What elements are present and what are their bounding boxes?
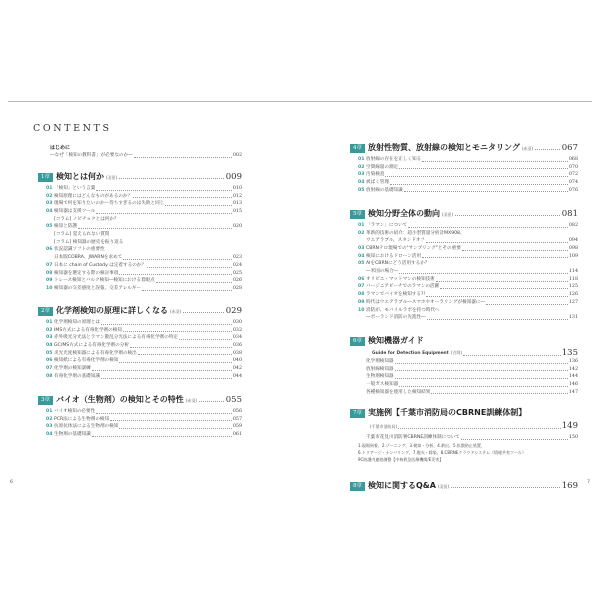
chapter-author: (赤羽) xyxy=(185,398,197,403)
chapter-badge: 5章 xyxy=(350,210,365,219)
dot-leader xyxy=(426,242,568,243)
item-title: トレース検知とバルク検知―検知における着眼点 xyxy=(54,278,155,284)
toc-item[interactable] xyxy=(350,389,578,397)
item-number: 04 xyxy=(46,343,53,349)
item-page: 026 xyxy=(232,278,242,284)
dot-leader xyxy=(399,168,568,169)
chapter-title: バイオ（生物剤）の検知とその特性 xyxy=(56,395,184,404)
item-title: 生物剤の基礎知識 xyxy=(54,432,91,438)
toc-item[interactable] xyxy=(38,270,242,278)
item-title: バイオ検知の必要性 xyxy=(54,408,96,414)
chapter-page: 067 xyxy=(561,143,578,153)
item-title: 検知器の交差感度と誤報、交差アレルギー xyxy=(54,285,141,291)
toc-item[interactable] xyxy=(350,179,578,187)
dot-leader xyxy=(119,178,224,179)
item-title: オリビエ・マットマンの検知技術 xyxy=(366,276,435,282)
item-title: 検知におけるドローン活用 xyxy=(366,253,422,259)
item-number: 04 xyxy=(358,180,365,186)
item-page: 038 xyxy=(232,350,242,356)
dot-leader xyxy=(165,205,232,206)
item-title: CBRNテロ現場での"サンプリング"とその重要 xyxy=(366,246,461,252)
contents-heading: CONTENTS xyxy=(33,123,112,134)
item-title: 放射線の基礎知識 xyxy=(366,187,403,193)
dot-leader xyxy=(96,190,231,191)
item-page: 040 xyxy=(232,358,242,364)
chapter-badge: 6章 xyxy=(350,337,365,346)
item-number: 05 xyxy=(358,187,365,193)
item-number: 01 xyxy=(46,185,53,191)
chapter-heading[interactable] xyxy=(350,142,578,153)
item-page: 059 xyxy=(232,424,242,430)
toc-item[interactable] xyxy=(350,291,578,299)
chapter-author: (羽田) xyxy=(437,484,450,489)
toc-item[interactable] xyxy=(38,208,242,216)
dot-leader xyxy=(463,355,561,356)
chapter-heading[interactable] xyxy=(38,171,242,182)
dot-leader xyxy=(119,428,232,429)
item-title: 化学剤の検知訓練 xyxy=(54,366,91,372)
toc-item[interactable] xyxy=(350,230,578,238)
item-number: 08 xyxy=(46,270,53,276)
item-page: 074 xyxy=(568,180,578,186)
item-title: 時代はウエアラブル―スマホやオーラリングが検知器に― xyxy=(366,299,486,305)
dot-leader xyxy=(461,439,568,440)
item-title: 日本版COBRA、JWARNを求めて xyxy=(54,255,123,261)
page-number-right: 7 xyxy=(587,480,590,485)
chapter-page: 009 xyxy=(225,172,242,182)
subtitle-page: 149 xyxy=(561,421,578,432)
toc-item[interactable] xyxy=(38,416,242,424)
dot-leader xyxy=(92,436,232,437)
item-title: 消防が、モバイルラボを持つ時代へ xyxy=(366,307,440,313)
dot-leader xyxy=(156,282,232,283)
chapter-title: 放射性物質、放射線の検知とモニタリング xyxy=(368,143,520,152)
item-page: 127 xyxy=(568,299,578,305)
dot-leader xyxy=(138,354,232,355)
item-page: 012 xyxy=(232,193,242,199)
item-number: 05 xyxy=(46,350,53,356)
toc-item[interactable] xyxy=(350,164,578,172)
item-page: 030 xyxy=(232,319,242,325)
toc-item[interactable] xyxy=(38,373,242,381)
chapter-author: (羽田) xyxy=(106,175,118,180)
chapter-badge: 4章 xyxy=(350,144,365,153)
item-title: 検知原理にはどんなものがあるのか？ xyxy=(54,193,133,199)
toc-item[interactable] xyxy=(350,373,578,381)
guide-page: 135 xyxy=(561,348,578,359)
item-page: 142 xyxy=(568,366,578,372)
chapter-section xyxy=(350,335,578,396)
toc-item[interactable] xyxy=(350,222,578,230)
dot-leader xyxy=(390,184,568,185)
chapter-heading[interactable] xyxy=(350,208,578,219)
item-page: 072 xyxy=(568,172,578,178)
chapter-heading[interactable] xyxy=(38,394,242,405)
chapter-section xyxy=(38,305,242,381)
dot-leader xyxy=(535,149,560,150)
toc-item[interactable] xyxy=(38,247,242,255)
item-page: 056 xyxy=(232,408,242,414)
item-title: 検知器は支援ツール xyxy=(54,209,96,215)
item-number: 01 xyxy=(46,319,53,325)
item-number: 05 xyxy=(358,261,365,267)
toc-item[interactable] xyxy=(38,200,242,208)
toc-item[interactable] xyxy=(350,171,578,179)
chapter-title: 化学剤検知の原理に詳しくなる xyxy=(56,306,168,315)
item-number: 06 xyxy=(46,358,53,364)
item-title: 放射線検知器 xyxy=(366,366,394,372)
item-title: 検知器を選定する際の検討事項 xyxy=(54,270,119,276)
chapter-heading[interactable] xyxy=(350,407,578,418)
item-number: 02 xyxy=(46,327,53,333)
item-number: 07 xyxy=(46,262,53,268)
item-page: 013 xyxy=(232,201,242,207)
toc-item[interactable] xyxy=(38,431,242,439)
chapter-section xyxy=(350,208,578,322)
toc-item[interactable] xyxy=(38,231,242,239)
toc-item[interactable] xyxy=(38,357,242,365)
top-rule xyxy=(8,101,592,102)
page-number-left: 6 xyxy=(10,480,13,485)
item-title: 各種検知器を使用した検知結果 xyxy=(366,389,431,395)
item-page: 068 xyxy=(568,156,578,162)
item-number: 02 xyxy=(46,416,53,422)
chapter-page: 055 xyxy=(225,395,242,405)
toc-item[interactable] xyxy=(38,277,242,285)
item-title: 生物剤検知器 xyxy=(366,374,394,380)
dot-leader xyxy=(134,157,232,158)
item-number: 01 xyxy=(358,156,365,162)
item-title: 千葉市花見川消防署CBRNE訓練体制について xyxy=(366,434,460,440)
item-number: 10 xyxy=(46,285,53,291)
chapter-title: 検知に関するQ&A xyxy=(368,481,436,490)
toc-item[interactable] xyxy=(350,307,578,315)
chapter-note: 9C防護内連絡調整【中核救急医療機関/E災害】 xyxy=(358,456,444,462)
item-title: 被ばく管理 xyxy=(366,180,389,186)
item-title: 「検知」という言葉 xyxy=(54,185,96,191)
item-page: 076 xyxy=(568,187,578,193)
item-page: 098 xyxy=(568,246,578,252)
item-number: 01 xyxy=(46,408,53,414)
toc-item[interactable] xyxy=(350,381,578,389)
dot-leader xyxy=(440,288,568,289)
item-title: 有毒化学剤の基礎知識 xyxy=(54,373,100,379)
item-page: 028 xyxy=(232,285,242,291)
dot-leader xyxy=(427,319,568,320)
item-title: 革新的技術の紹介：超小型質量分析計MX908、 xyxy=(366,230,465,236)
item-number: 06 xyxy=(46,247,53,253)
item-title: ―ポーランド消防の先進性― xyxy=(366,315,426,321)
item-page: 036 xyxy=(232,343,242,349)
dot-leader xyxy=(183,312,224,313)
dot-leader xyxy=(96,413,232,414)
toc-item[interactable] xyxy=(350,299,578,307)
item-title: 化学剤検知の原理とは xyxy=(54,319,100,325)
toc-item[interactable] xyxy=(38,423,242,431)
toc-item[interactable] xyxy=(38,262,242,270)
chapter-title: 実施例【千葉市消防局のCBRNE訓練体制】 xyxy=(368,408,527,417)
dot-leader xyxy=(431,393,568,394)
toc-item[interactable] xyxy=(38,365,242,373)
item-page: 024 xyxy=(232,262,242,268)
chapter-page: 029 xyxy=(225,306,242,316)
dot-leader xyxy=(101,324,232,325)
dot-leader xyxy=(123,259,232,260)
item-page: 032 xyxy=(232,327,242,333)
toc-item[interactable] xyxy=(350,260,578,268)
item-page: 070 xyxy=(568,164,578,170)
toc-item[interactable] xyxy=(38,350,242,358)
dot-leader xyxy=(179,339,232,340)
dot-leader xyxy=(486,304,568,305)
dot-leader xyxy=(96,213,232,214)
chapter-subtitle: (千葉市消防局) xyxy=(370,424,398,430)
item-title: 放射線の存在を正しく知る xyxy=(366,156,422,162)
chapter-page: 081 xyxy=(561,209,578,219)
dot-leader xyxy=(110,420,232,421)
item-number: 01 xyxy=(358,222,365,228)
item-number: 07 xyxy=(358,284,365,290)
chapter-section xyxy=(350,480,578,494)
toc-item[interactable] xyxy=(38,319,242,327)
chapter-section xyxy=(350,142,578,194)
item-title: 検知と防護 xyxy=(54,224,77,230)
item-page: 010 xyxy=(232,185,242,191)
item-title: ウエアラブル、スタンドオフ xyxy=(366,238,425,244)
item-title: AIをCBRNにどう活用するか？ xyxy=(366,261,430,267)
item-title: 状況認識ソフトの重要性 xyxy=(54,247,105,253)
item-title: 化学剤検知器 xyxy=(366,358,394,364)
item-number: 02 xyxy=(46,193,53,199)
dot-leader xyxy=(426,296,568,297)
chapter-heading[interactable] xyxy=(350,335,578,346)
item-page: 114 xyxy=(568,269,578,275)
item-title: IMS方式による有毒化学剤の検知 xyxy=(54,327,122,333)
dot-leader xyxy=(404,191,568,192)
dot-leader xyxy=(119,274,232,275)
item-page: 057 xyxy=(232,416,242,422)
item-title: ―米国の場合― xyxy=(366,269,399,275)
item-page: 150 xyxy=(568,434,578,440)
guide-author: (吉岡) xyxy=(450,350,462,356)
item-number: 09 xyxy=(358,299,365,305)
dot-leader xyxy=(142,290,232,291)
item-title: 一般ガス検知器 xyxy=(366,382,399,388)
item-number: 02 xyxy=(358,230,365,236)
item-title: PCR法による生物剤の検知 xyxy=(54,416,110,422)
toc-item[interactable] xyxy=(38,216,242,224)
item-page: 144 xyxy=(568,374,578,380)
toc-item[interactable] xyxy=(38,334,242,342)
item-title: 汚染検査 xyxy=(366,172,385,178)
dot-leader xyxy=(385,176,567,177)
toc-item[interactable] xyxy=(38,239,242,247)
toc-item[interactable] xyxy=(350,237,578,245)
chapter-badge: 2章 xyxy=(38,307,53,316)
dot-leader xyxy=(395,363,568,364)
item-title: 日本に chain of Custody は定着するのか？ xyxy=(54,262,146,268)
dot-leader xyxy=(422,161,568,162)
chapter-badge: 3章 xyxy=(38,396,53,405)
chapter-title: 検知機器ガイド xyxy=(368,336,424,345)
item-page: 042 xyxy=(232,366,242,372)
item-number: 10 xyxy=(358,307,365,313)
dot-leader xyxy=(119,362,232,363)
chapter-section xyxy=(38,171,242,293)
toc-item[interactable] xyxy=(38,223,242,231)
item-number: 08 xyxy=(46,373,53,379)
item-number: 07 xyxy=(46,366,53,372)
item-page: 020 xyxy=(232,224,242,230)
item-number: 03 xyxy=(46,335,53,341)
chapter-note: 1.現場到着、2.ゾーニング、3.検知・分析、4.救出、5.拡散防止処置、 xyxy=(358,442,485,448)
item-number: 09 xyxy=(46,278,53,284)
toc-item[interactable] xyxy=(350,187,578,195)
dot-leader xyxy=(422,257,568,258)
item-page: 109 xyxy=(568,253,578,259)
item-page: 136 xyxy=(568,358,578,364)
chapter-section xyxy=(350,407,578,463)
toc-item[interactable] xyxy=(350,314,578,322)
dot-leader xyxy=(399,386,568,387)
chapter-title: 検知分野全体の動向 xyxy=(368,209,440,218)
chapter-title: 検知とは何か xyxy=(56,172,104,181)
item-page: 025 xyxy=(232,270,242,276)
dot-leader xyxy=(123,331,232,332)
dot-leader xyxy=(133,197,232,198)
intro-title: はじめに xyxy=(50,145,71,151)
item-title: 空間線量の測定 xyxy=(366,164,399,170)
item-title: [コラム] ノビチョクとは何か？ xyxy=(54,216,119,222)
item-title: 「ラマン」について xyxy=(366,222,408,228)
dot-leader xyxy=(436,281,568,282)
item-number: 03 xyxy=(46,201,53,207)
item-page: 146 xyxy=(568,382,578,388)
dot-leader xyxy=(455,215,560,216)
dot-leader xyxy=(451,487,560,488)
item-number: 04 xyxy=(358,253,365,259)
item-title: [コラム] 覚えられない質問 xyxy=(54,232,110,238)
toc-item[interactable] xyxy=(38,254,242,262)
item-number: 04 xyxy=(46,432,53,438)
item-page: 061 xyxy=(232,432,242,438)
item-title: GC/MS方式による有毒化学剤の分析 xyxy=(54,343,129,349)
toc-item[interactable] xyxy=(350,268,578,276)
intro-subtitle: ―なぜ「検知の教科書」が必要なのか― xyxy=(50,152,133,158)
dot-leader xyxy=(462,250,568,251)
toc-item[interactable] xyxy=(350,284,578,292)
item-page: 023 xyxy=(232,255,242,261)
intro-section xyxy=(50,144,242,160)
dot-leader xyxy=(395,378,568,379)
item-page: 015 xyxy=(232,209,242,215)
toc-item[interactable] xyxy=(38,285,242,293)
chapter-heading[interactable] xyxy=(350,480,578,491)
item-page: 082 xyxy=(568,222,578,228)
item-page: 147 xyxy=(568,389,578,395)
item-number: 03 xyxy=(46,424,53,430)
chapter-heading[interactable] xyxy=(38,305,242,316)
item-number: 08 xyxy=(358,292,365,298)
item-page: 044 xyxy=(232,373,242,379)
item-number: 02 xyxy=(358,164,365,170)
dot-leader xyxy=(408,227,568,228)
item-page: 131 xyxy=(568,315,578,321)
guide-title: Guide for Detection Equipment xyxy=(372,351,449,357)
item-number: 03 xyxy=(358,172,365,178)
dot-leader xyxy=(199,401,224,402)
chapter-author: (赤羽) xyxy=(521,146,533,151)
chapter-note: 6.トリアージ・ナンバリング、7.脱衣・除染、8.CBRNEクラウドシステム（情報共有ツール） xyxy=(358,449,526,455)
item-title: 抗原抗体法による生物剤の検知 xyxy=(54,424,119,430)
dot-leader xyxy=(399,273,568,274)
dot-leader xyxy=(130,347,232,348)
toc-item[interactable] xyxy=(38,327,242,335)
toc-item[interactable] xyxy=(350,366,578,374)
toc-item[interactable] xyxy=(350,276,578,284)
chapter-author: (赤羽) xyxy=(170,309,182,314)
toc-item[interactable] xyxy=(350,434,578,442)
item-page: 094 xyxy=(568,238,578,244)
dot-leader xyxy=(101,378,232,379)
item-number: 03 xyxy=(358,246,365,252)
item-number: 06 xyxy=(358,276,365,282)
item-page: 034 xyxy=(232,335,242,341)
intro-page: 002 xyxy=(232,152,242,158)
guide-row[interactable] xyxy=(350,349,578,358)
toc-item[interactable] xyxy=(350,358,578,366)
chapter-section xyxy=(38,394,242,439)
item-page: 126 xyxy=(568,292,578,298)
chapter-badge: 8章 xyxy=(350,482,365,491)
dot-leader xyxy=(395,370,568,371)
item-title: バージニアビーチでのラマンの活躍 xyxy=(366,284,440,290)
item-number: 04 xyxy=(46,209,53,215)
item-page: 125 xyxy=(568,284,578,290)
dot-leader xyxy=(147,267,232,268)
item-title: 現場で何を知りたいのか～待ちすぎるのは失敗と同じ xyxy=(54,201,165,207)
toc-item[interactable] xyxy=(38,342,242,350)
toc-item[interactable] xyxy=(38,185,242,193)
item-page: 118 xyxy=(568,276,578,282)
chapter-badge: 1章 xyxy=(38,173,53,182)
dot-leader xyxy=(78,228,232,229)
item-number: 05 xyxy=(46,224,53,230)
toc-item[interactable] xyxy=(350,156,578,164)
dot-leader xyxy=(92,370,232,371)
toc-item[interactable] xyxy=(38,408,242,416)
subtitle-row[interactable] xyxy=(350,421,578,431)
toc-item[interactable] xyxy=(38,193,242,201)
item-title: 赤外吸光分光法とラマン散乱分光法による有毒化学剤の特定 xyxy=(54,335,179,341)
toc-item[interactable] xyxy=(350,253,578,261)
toc-item[interactable] xyxy=(350,245,578,253)
item-title: 炎光光度検知器による有毒化学剤の検出 xyxy=(54,350,137,356)
item-title: ラマンでバイオを検知する?! xyxy=(366,292,426,298)
item-title: [コラム] 検知器の歴史を振り返る xyxy=(54,239,124,245)
chapter-badge: 7章 xyxy=(350,409,365,418)
chapter-author: (羽田) xyxy=(442,212,454,217)
intro-row[interactable] xyxy=(50,152,242,160)
dot-leader xyxy=(398,428,561,429)
chapter-page: 169 xyxy=(561,481,578,491)
item-title: 検知紙による有毒化学剤の検知 xyxy=(54,358,119,364)
